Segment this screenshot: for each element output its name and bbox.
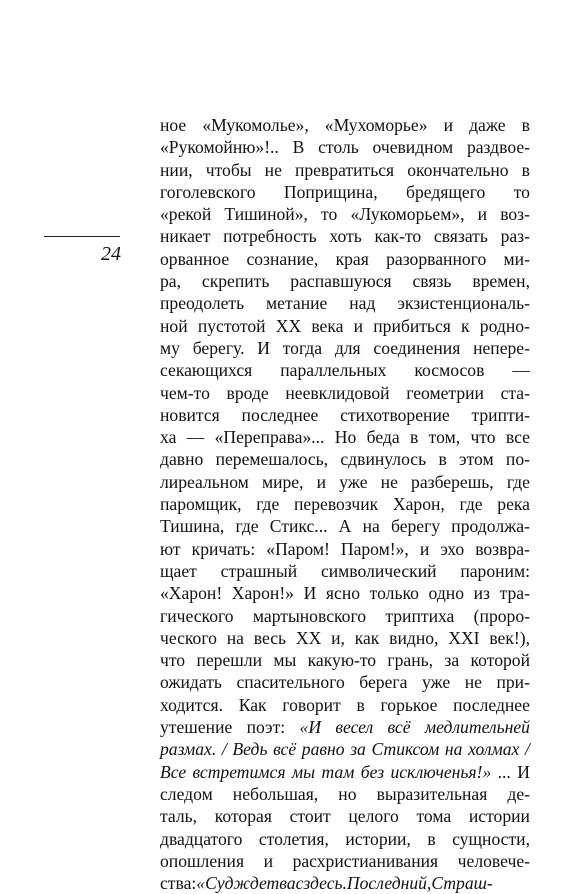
- text-line: [160, 203, 530, 225]
- word: где: [256, 494, 280, 515]
- word: сознание,: [246, 248, 319, 269]
- word: ясно: [325, 583, 361, 604]
- word: вроде: [226, 382, 269, 403]
- word: окончательно: [407, 159, 509, 180]
- word: времен,: [472, 271, 530, 292]
- word: перемешалось,: [215, 449, 329, 470]
- word: чем-то: [160, 382, 210, 403]
- word: и: [477, 204, 488, 225]
- word: тома: [416, 806, 452, 827]
- word: разберешь,: [411, 471, 494, 492]
- word: ют: [160, 538, 181, 559]
- word: Стиксом: [371, 739, 440, 760]
- word: говорит: [282, 694, 341, 715]
- word: одно: [428, 583, 465, 604]
- word: какую-то: [307, 650, 377, 671]
- word: как-то: [374, 226, 422, 247]
- word: кричать:: [191, 538, 256, 559]
- text-line: [160, 159, 530, 181]
- text-line: [160, 605, 530, 627]
- word: за: [350, 739, 366, 760]
- word: символический: [320, 560, 437, 581]
- word: Страш-: [431, 873, 493, 894]
- text-line: [160, 515, 530, 537]
- word: ста-: [500, 382, 530, 403]
- text-line: [160, 114, 530, 136]
- word: том,: [428, 427, 461, 448]
- word: встретимся: [192, 761, 286, 782]
- word: века: [311, 315, 344, 336]
- word: хоть: [329, 226, 362, 247]
- word: ждет: [233, 873, 280, 894]
- word: гического: [160, 605, 234, 626]
- word: мы: [291, 761, 316, 782]
- word: размах.: [160, 739, 217, 760]
- word: страшный: [220, 560, 298, 581]
- word: «Переправа»...: [214, 427, 325, 448]
- word: в: [438, 449, 447, 470]
- word: там: [321, 761, 355, 782]
- word: и: [316, 471, 327, 492]
- text-line: [160, 560, 530, 582]
- word: следом: [160, 783, 213, 804]
- word: только: [369, 583, 419, 604]
- word: —: [512, 360, 530, 381]
- word: в: [410, 427, 419, 448]
- word: век!),: [489, 627, 530, 648]
- word: трипти-: [471, 404, 530, 425]
- word: давно: [160, 449, 204, 470]
- page-number: 24: [101, 243, 121, 265]
- word: метание: [266, 293, 328, 314]
- text-line: [160, 270, 530, 292]
- word: таль,: [160, 806, 198, 827]
- word: /: [524, 739, 530, 760]
- word: где: [459, 494, 483, 515]
- word: распавшуюся: [290, 271, 392, 292]
- word: всё: [273, 739, 297, 760]
- text-line: [160, 872, 530, 894]
- word: не: [380, 471, 398, 492]
- word: триптиха: [385, 605, 455, 626]
- word: Ведь: [232, 739, 268, 760]
- text-line: [160, 225, 530, 247]
- word: для: [334, 337, 361, 358]
- word: которая: [214, 806, 272, 827]
- word: бредящего: [406, 181, 486, 202]
- margin-rule: [44, 236, 120, 237]
- word: небольшая,: [232, 783, 319, 804]
- word: здесь.: [303, 873, 347, 894]
- word: стоит: [289, 806, 331, 827]
- text-line: [160, 448, 530, 470]
- word: вас: [279, 873, 304, 894]
- text-line: [160, 292, 530, 314]
- word: ха: [160, 427, 177, 448]
- word: последнее: [241, 404, 319, 425]
- word: где: [235, 516, 259, 537]
- word: секающихся: [160, 360, 253, 381]
- word: эхо: [440, 538, 465, 559]
- word: исключенья!»: [390, 761, 492, 782]
- word: Тишиной»,: [224, 204, 308, 225]
- text-line: [160, 248, 530, 270]
- word: уже: [339, 471, 368, 492]
- word: к: [461, 315, 470, 336]
- word: целого: [348, 806, 399, 827]
- word: горькое: [380, 694, 438, 715]
- word: весел: [335, 717, 374, 738]
- word: /: [221, 739, 227, 760]
- word: И: [517, 761, 530, 782]
- word: на: [444, 739, 463, 760]
- word: за: [444, 650, 460, 671]
- word: разорванного: [386, 248, 487, 269]
- word: ...: [497, 761, 511, 782]
- word: в: [427, 828, 436, 849]
- word: берегу.: [192, 337, 245, 358]
- word: ходится.: [160, 694, 223, 715]
- word: по-: [505, 449, 530, 470]
- word: раздвое-: [466, 137, 530, 158]
- word: продолжа-: [451, 516, 530, 537]
- word: «Мукомолье»,: [202, 115, 309, 135]
- word: утешение: [160, 717, 233, 738]
- word: связать: [433, 226, 488, 247]
- word: тра-: [499, 583, 530, 604]
- word: В: [292, 137, 305, 158]
- word: тогда: [282, 337, 323, 358]
- word: в: [356, 694, 365, 715]
- word: орванное: [160, 248, 230, 269]
- word: видно,: [389, 627, 439, 648]
- word: ми-: [503, 248, 530, 269]
- word: геометрии: [406, 382, 484, 403]
- word: И: [303, 583, 317, 604]
- word: сущности,: [452, 828, 530, 849]
- word: из: [473, 583, 490, 604]
- text-line: [160, 738, 530, 760]
- word: Стикс...: [269, 516, 328, 537]
- word: над: [349, 293, 376, 314]
- word: неевклидовой: [285, 382, 390, 403]
- word: медлительней: [424, 717, 530, 738]
- word: возвра-: [475, 538, 530, 559]
- word: все: [505, 427, 530, 448]
- text-line: [160, 828, 530, 850]
- word: столь: [318, 137, 359, 158]
- word: на: [362, 516, 380, 537]
- word: река: [497, 494, 530, 515]
- word: щает: [160, 560, 197, 581]
- word: ной: [160, 315, 188, 336]
- word: экзистенциональ-: [397, 293, 530, 314]
- word: расхристианивания: [292, 850, 439, 871]
- word: параллельных: [280, 360, 387, 381]
- word: то: [321, 204, 338, 225]
- word: «Харон!: [160, 583, 223, 604]
- word: Последний,: [346, 873, 432, 894]
- text-line: [160, 671, 530, 693]
- word: «Мухоморье»: [324, 115, 428, 135]
- word: Харон,: [392, 494, 445, 515]
- word: соединения: [373, 337, 461, 358]
- word: что: [160, 650, 186, 671]
- text-line: [160, 761, 530, 783]
- text-line: [160, 627, 530, 649]
- word: мы: [273, 650, 297, 671]
- word: новится: [160, 404, 220, 425]
- word: сдвинулось: [340, 449, 427, 470]
- word: де-: [507, 783, 530, 804]
- word: ное: [160, 115, 187, 135]
- word: при-: [496, 672, 530, 693]
- text-line: [160, 694, 530, 716]
- word: истории: [468, 806, 530, 827]
- word: ства:: [160, 873, 197, 894]
- word: ожидать: [160, 672, 222, 693]
- word: Поприщина,: [283, 181, 378, 202]
- text-line: [160, 382, 530, 404]
- word: «Лукоморьем»,: [350, 204, 465, 225]
- word: «Паром!: [266, 538, 330, 559]
- word: столетия,: [258, 828, 329, 849]
- word: ческого: [160, 627, 217, 648]
- word: но: [338, 783, 357, 804]
- word: непере-: [473, 337, 530, 358]
- word: мартыновского: [252, 605, 367, 626]
- text-line: [160, 359, 530, 381]
- word: воз-: [500, 204, 530, 225]
- text-line: [160, 471, 530, 493]
- word: выразительная: [376, 783, 488, 804]
- word: стихотворение: [340, 404, 450, 425]
- word: и,: [331, 627, 345, 648]
- word: «рекой: [160, 204, 212, 225]
- text-line: [160, 783, 530, 805]
- word: А: [338, 516, 352, 537]
- word: Но: [334, 427, 357, 448]
- word: гоголевского: [160, 181, 256, 202]
- word: XXI: [448, 627, 480, 648]
- word: даже: [469, 115, 506, 135]
- word: края: [335, 248, 369, 269]
- word: грань,: [387, 650, 434, 671]
- word: му: [160, 337, 180, 358]
- word: Тишина,: [160, 516, 225, 537]
- word: уже: [421, 672, 451, 693]
- word: И: [257, 337, 270, 358]
- text-line: [160, 649, 530, 671]
- word: где: [506, 471, 530, 492]
- word: Все: [160, 761, 187, 782]
- text-line: [160, 426, 530, 448]
- word: превратиться: [294, 159, 395, 180]
- word: как: [354, 627, 380, 648]
- word: что: [470, 427, 496, 448]
- word: поэт:: [246, 717, 286, 738]
- word: холмах: [468, 739, 520, 760]
- word: XX: [275, 315, 302, 336]
- word: (проро-: [473, 605, 530, 626]
- word: пустотой: [197, 315, 266, 336]
- word: опошления: [160, 850, 245, 871]
- word: не: [264, 159, 282, 180]
- word: XX: [295, 627, 322, 648]
- word: раз-: [500, 226, 530, 247]
- word: не: [464, 672, 482, 693]
- text-line: [160, 315, 530, 337]
- text-line: [160, 850, 530, 872]
- word: берегу: [390, 516, 441, 537]
- word: мире,: [261, 471, 304, 492]
- word: беда: [366, 427, 400, 448]
- text-line: [160, 404, 530, 426]
- word: всё: [387, 717, 411, 738]
- word: на: [226, 627, 244, 648]
- word: пароним:: [460, 560, 530, 581]
- word: родно-: [479, 315, 530, 336]
- text-line: [160, 716, 530, 738]
- word: которой: [470, 650, 530, 671]
- word: без: [360, 761, 385, 782]
- text-line: [160, 337, 530, 359]
- word: этом: [459, 449, 494, 470]
- text-line: [160, 538, 530, 560]
- word: то: [513, 181, 530, 202]
- word: двадцатого: [160, 828, 243, 849]
- word: перевозчик: [293, 494, 379, 515]
- word: и: [419, 538, 430, 559]
- word: спасительного: [236, 672, 345, 693]
- body-text: [160, 114, 530, 894]
- word: последнее: [453, 694, 530, 715]
- word: человече-: [457, 850, 530, 871]
- word: потребность: [223, 226, 317, 247]
- word: и: [263, 850, 274, 871]
- word: связь: [412, 271, 452, 292]
- word: никает: [160, 226, 211, 247]
- word: и: [443, 115, 454, 135]
- word: ра,: [160, 271, 182, 292]
- word: очевидном: [372, 137, 454, 158]
- word: скрепить: [201, 271, 270, 292]
- word: Как: [238, 694, 267, 715]
- word: «И: [299, 717, 322, 738]
- word: Паром!»,: [340, 538, 409, 559]
- word: перешли: [196, 650, 263, 671]
- word: паромщик,: [160, 494, 242, 515]
- text-line: [160, 136, 530, 158]
- word: равно: [301, 739, 345, 760]
- word: космосов: [414, 360, 485, 381]
- word: истории,: [345, 828, 411, 849]
- word: весь: [253, 627, 287, 648]
- text-line: [160, 582, 530, 604]
- word: преодолеть: [160, 293, 245, 314]
- word: в: [521, 115, 530, 135]
- word: берега: [359, 672, 408, 693]
- text-line: [160, 181, 530, 203]
- word: лиреальном: [160, 471, 249, 492]
- word: чтобы: [205, 159, 252, 180]
- text-line: [160, 805, 530, 827]
- word: —: [186, 427, 205, 448]
- word: прибиться: [373, 315, 451, 336]
- text-line: [160, 493, 530, 515]
- word: «Суд: [196, 873, 234, 894]
- word: «Рукомойню»!..: [160, 137, 279, 158]
- word: нии,: [160, 159, 193, 180]
- word: в: [521, 159, 530, 180]
- word: Харон!»: [231, 583, 294, 604]
- word: и: [353, 315, 364, 336]
